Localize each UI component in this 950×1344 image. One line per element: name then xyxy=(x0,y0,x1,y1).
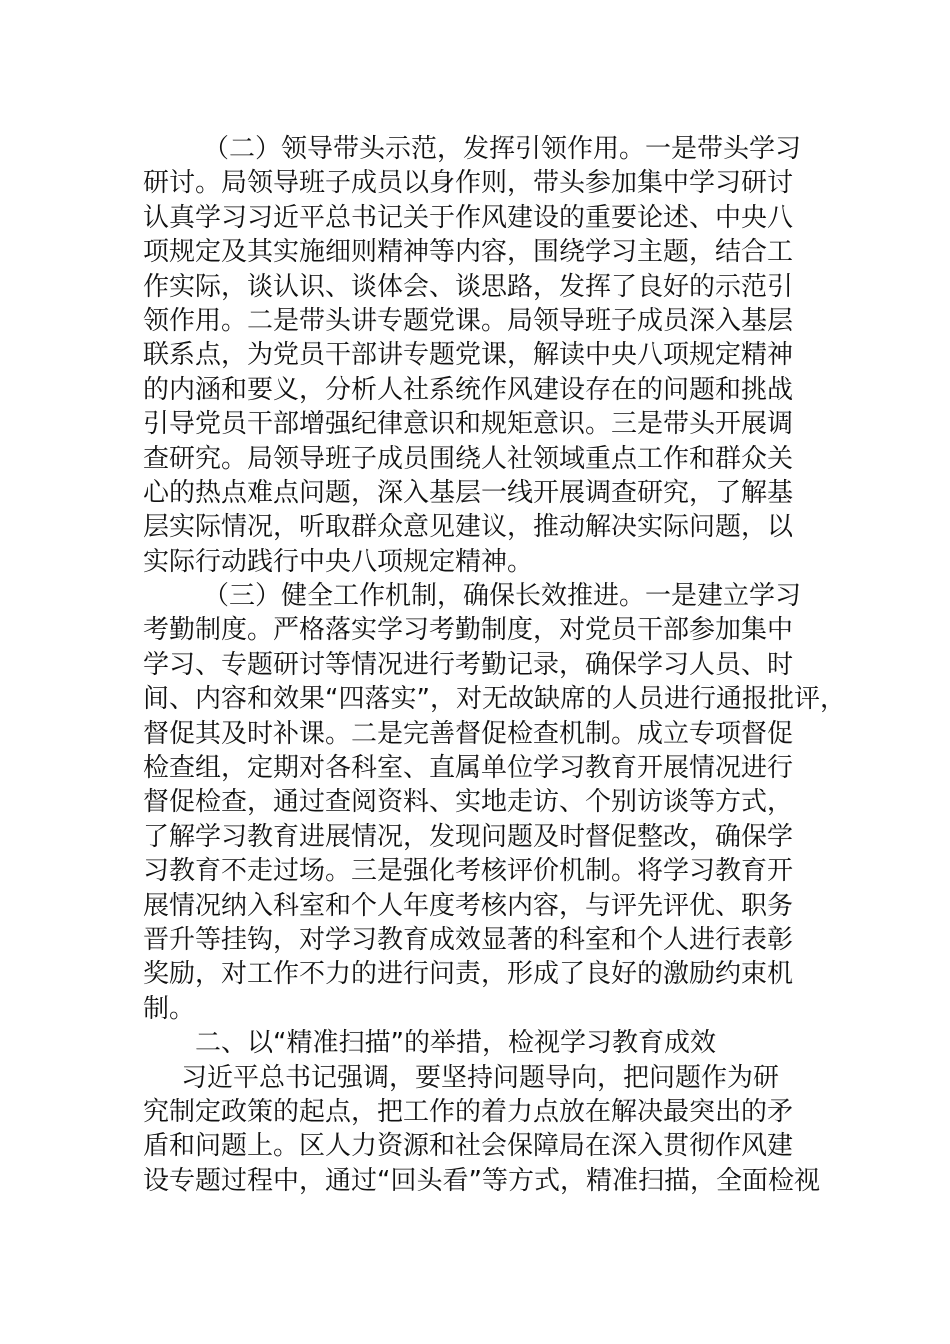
paragraph-line: 究制定政策的起点，把工作的着力点放在解决最突出的矛 xyxy=(143,1096,794,1127)
paragraph-line: 项规定及其实施细则精神等内容，围绕学习主题，结合工 xyxy=(143,237,794,268)
paragraph-line: 展情况纳入科室和个人年度考核内容，与评先评优、职务 xyxy=(143,890,794,921)
document-body xyxy=(143,132,846,1198)
paragraph-line: （三）健全工作机制，确保长效推进。一是建立学习 xyxy=(203,581,802,612)
paragraph-line: 作实际，谈认识、谈体会、谈思路，发挥了良好的示范引 xyxy=(143,271,794,302)
paragraph-line: 检查组，定期对各科室、直属单位学习教育开展情况进行 xyxy=(143,753,794,784)
paragraph-line: 制。 xyxy=(143,993,196,1024)
paragraph-line: 晋升等挂钩，对学习教育成效显著的科室和个人进行表彰 xyxy=(143,924,794,955)
paragraph-line: 设专题过程中，通过“回头看”等方式，精准扫描，全面检视 xyxy=(143,1165,820,1196)
paragraph-line: （二）领导带头示范，发挥引领作用。一是带头学习 xyxy=(203,134,802,164)
paragraph-line: 领作用。二是带头讲专题党课。局领导班子成员深入基层 xyxy=(143,305,794,336)
paragraph-line: 督促其及时补课。二是完善督促检查机制。成立专项督促 xyxy=(143,718,794,749)
paragraph-line: 学习、专题研讨等情况进行考勤记录，确保学习人员、时 xyxy=(143,649,794,680)
paragraph-line: 盾和问题上。区人力资源和社会保障局在深入贯彻作风建 xyxy=(143,1131,794,1162)
section-heading: 二、以“精准扫描”的举措，检视学习教育成效 xyxy=(195,1028,716,1059)
paragraph-line: 查研究。局领导班子成员围绕人社领域重点工作和群众关 xyxy=(143,443,794,474)
paragraph-line: 实际行动践行中央八项规定精神。 xyxy=(143,546,534,577)
paragraph-line: 研讨。局领导班子成员以身作则，带头参加集中学习研讨 xyxy=(143,168,794,199)
paragraph-line: 奖励，对工作不力的进行问责，形成了良好的激励约束机 xyxy=(143,959,794,990)
paragraph-line: 习近平总书记强调，要坚持问题导向，把问题作为研 xyxy=(181,1062,780,1093)
paragraph-line: 的内涵和要义，分析人社系统作风建设存在的问题和挑战 xyxy=(143,374,794,405)
paragraph-line: 考勤制度。严格落实学习考勤制度，对党员干部参加集中 xyxy=(143,615,794,646)
paragraph-line: 了解学习教育进展情况，发现问题及时督促整改，确保学 xyxy=(143,821,794,852)
paragraph-line: 联系点，为党员干部讲专题党课，解读中央八项规定精神 xyxy=(143,340,794,371)
paragraph-line: 习教育不走过场。三是强化考核评价机制。将学习教育开 xyxy=(143,856,794,887)
paragraph-line: 认真学习习近平总书记关于作风建设的重要论述、中央八 xyxy=(143,202,794,233)
paragraph-line: 间、内容和效果“四落实”，对无故缺席的人员进行通报批评， xyxy=(143,684,846,715)
paragraph-line: 督促检查，通过查阅资料、实地走访、个别访谈等方式， xyxy=(143,787,794,818)
paragraph-line: 引导党员干部增强纪律意识和规矩意识。三是带头开展调 xyxy=(143,409,794,440)
paragraph-line: 层实际情况，听取群众意见建议，推动解决实际问题，以 xyxy=(143,512,794,543)
paragraph-line: 心的热点难点问题，深入基层一线开展调查研究，了解基 xyxy=(143,477,794,508)
